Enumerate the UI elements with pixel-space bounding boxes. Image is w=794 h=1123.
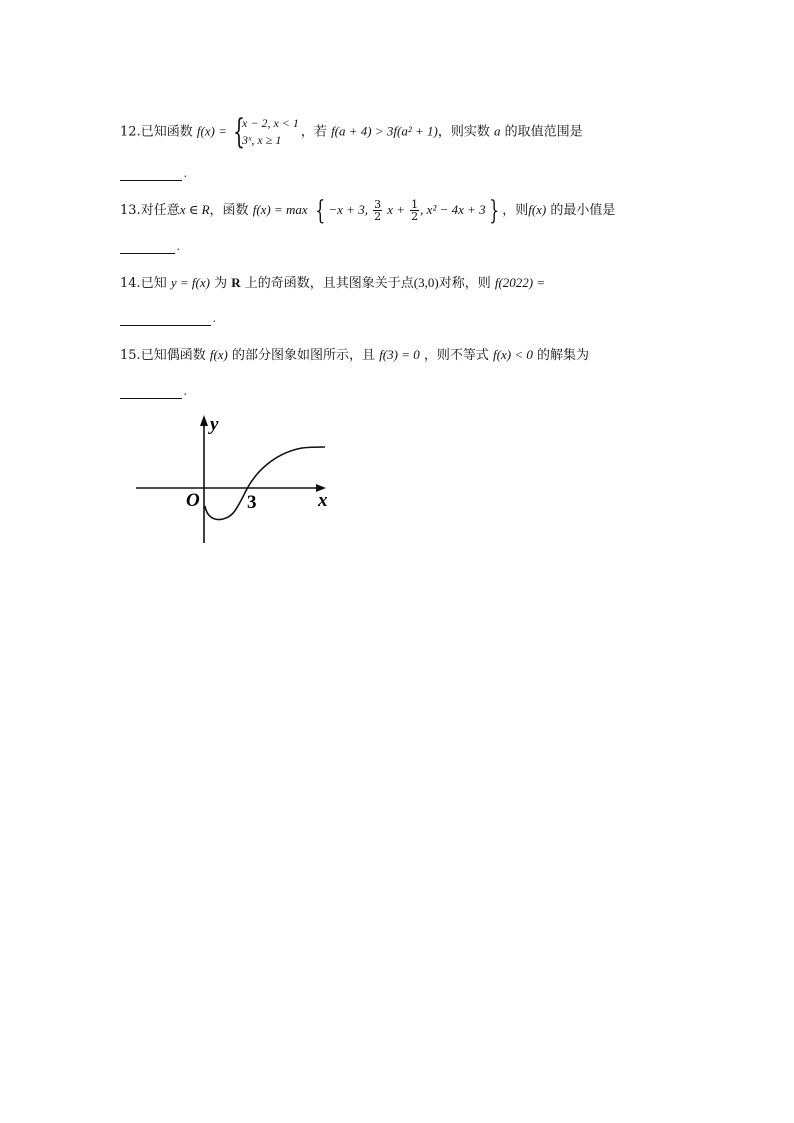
q14-expr: y = f(x)	[170, 275, 210, 290]
right-brace-icon: }	[488, 195, 499, 226]
q14-mid2: 上的奇函数，且其图象关于点	[244, 276, 414, 291]
question-15	[120, 345, 589, 366]
q12-func: f(x) =	[196, 123, 227, 139]
q15-answer-blank[interactable]	[120, 398, 182, 399]
q13-tail2: 的最小值是	[550, 203, 616, 218]
q13-term1: −x + 3,	[328, 202, 368, 217]
brace-icon: {	[233, 112, 245, 152]
tick-3-label: 3	[247, 492, 257, 513]
question-12	[120, 112, 583, 152]
q13-term2: x +	[387, 202, 406, 217]
y-axis-label: y	[210, 414, 219, 435]
q14-mid3: 对称，则	[438, 276, 491, 291]
q14-R: R	[231, 275, 241, 290]
q15-tail: 的解集为	[536, 348, 589, 363]
question-14	[120, 273, 545, 294]
q14-point: (3,0)	[413, 275, 439, 290]
question-13	[120, 195, 616, 226]
q15-mid2: ，则不等式	[423, 348, 489, 363]
q13-func: f(x) = max	[252, 202, 308, 217]
q13-fx: f(x)	[528, 202, 547, 217]
q13-frac1	[373, 199, 382, 222]
y-axis-arrow-icon	[200, 415, 208, 426]
q12-case1: x − 2, x < 1	[242, 116, 299, 130]
q14-answer-blank[interactable]	[120, 325, 211, 326]
q13-domain: x ∈ R	[179, 202, 210, 217]
q12-tail2: 的取值范围是	[504, 124, 583, 140]
q12-lead: 已知函数	[140, 124, 193, 140]
x-axis-label: x	[318, 490, 328, 511]
q13-lead: 对任意	[140, 203, 180, 218]
q13-frac2-num: 1	[411, 198, 419, 211]
q12-condition-pre: ，若	[300, 124, 327, 140]
q13-frac1-den: 2	[374, 210, 382, 223]
q12-piecewise	[233, 112, 299, 152]
left-brace-icon: {	[315, 195, 326, 226]
q12-number: 12.	[120, 124, 141, 140]
origin-label: O	[186, 490, 200, 511]
q15-lead: 已知偶函数	[140, 348, 206, 363]
q15-mid: 的部分图象如图所示，且	[232, 348, 376, 363]
q15-ineq: f(x) < 0	[493, 347, 533, 362]
q14-lead: 已知	[140, 276, 167, 291]
q13-term3: , x² − 4x + 3	[420, 202, 486, 217]
q12-answer-blank[interactable]	[120, 180, 182, 181]
q15-number: 15.	[120, 348, 141, 363]
q13-answer-blank[interactable]	[120, 253, 175, 254]
q14-number: 14.	[120, 276, 141, 291]
q13-frac1-num: 3	[374, 198, 382, 211]
q13-mid: ，函数	[209, 203, 249, 218]
q15-cond: f(3) = 0	[379, 347, 420, 362]
q13-frac2	[410, 199, 419, 222]
q13-tail: ，则	[502, 203, 529, 218]
q14-mid: 为	[214, 276, 228, 291]
q12-condition: f(a + 4) > 3f(a² + 1)	[331, 123, 438, 139]
q15-fx: f(x)	[209, 347, 228, 362]
function-graph	[130, 408, 340, 548]
q12-case2: 3ˣ, x ≥ 1	[242, 133, 282, 147]
function-curve	[205, 447, 325, 520]
q12-var: a	[493, 123, 501, 139]
q13-frac2-den: 2	[411, 210, 419, 223]
q14-ask: f(2022) =	[494, 275, 546, 290]
q13-number: 13.	[120, 203, 141, 218]
q12-tail: ，则实数	[437, 124, 490, 140]
